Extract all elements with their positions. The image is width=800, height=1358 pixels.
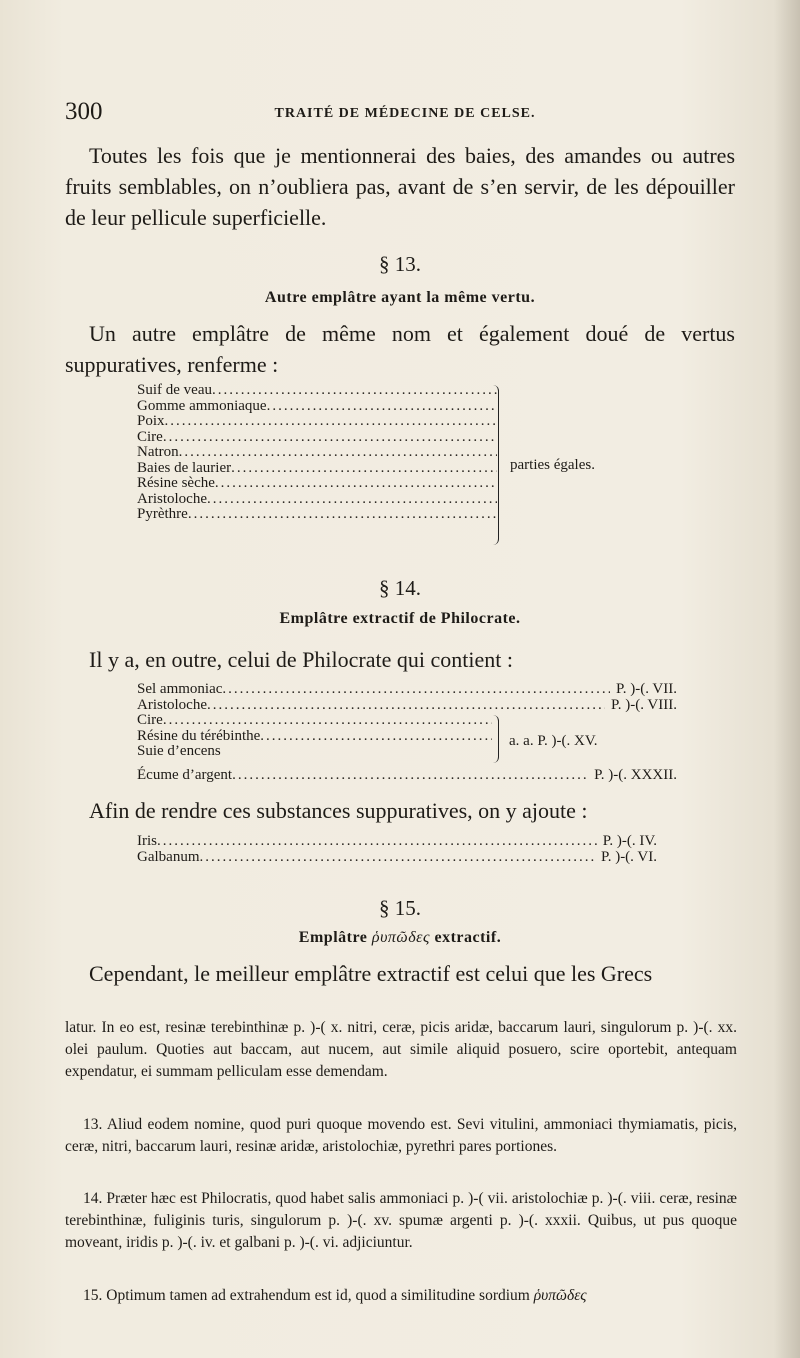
footnote-15 [65,1285,737,1307]
ingredient-name: Baies de laurier [137,459,232,476]
section-13-text: Un autre emplâtre de même nom et également doué de vertus suppuratives, renferme : [65,321,735,377]
section-14-number: § 14. [379,576,421,600]
ingredient-row [137,383,497,399]
ingredient-row [137,834,657,850]
section-14-addition-text: Afin de rendre ces substances suppuratives, on y ajoute : [89,798,588,823]
ingredient-name: Poix [137,413,165,429]
ingredient-amount: P. )-(. VI. [601,848,657,865]
ingredient-row [137,729,492,745]
ingredient-name: Suie d’encens [137,743,221,759]
ingredient-name: Résine sèche [137,475,215,491]
intro-paragraph: Toutes les fois que je mentionnerai des baies, des amandes ou autres fruits semblables, on n’oubliera pas, avant de s’en servir, de les dépouiller de leur pellicule superficielle. [65,143,735,230]
ingredient-row [137,713,492,729]
section-15-text: Cependant, le meilleur emplâtre extractif est celui que les Grecs [89,961,653,986]
section-14-last-ingredient [137,768,677,784]
ingredient-row [137,461,497,477]
ingredient-name: Aristoloche [137,490,207,507]
ingredient-row [137,768,677,784]
section-14-title: Emplâtre extractif de Philocrate. [279,610,521,627]
ingredient-row [137,492,497,508]
ingredient-row [137,430,497,446]
ingredient-name: Natron [137,444,179,460]
page-number: 300 [65,98,103,125]
ingredient-row [137,414,497,430]
section-15-title-prefix: Emplâtre [298,929,368,946]
ingredient-row [137,850,657,866]
ingredient-name: Gomme ammoniaque [137,397,267,414]
ingredient-row [137,682,677,698]
footnote-15-greek: ῥυπῶδες [533,1287,587,1304]
page-spine-shadow [774,0,800,1358]
ingredient-name: Résine du térébinthe [137,727,261,744]
ingredient-row [137,744,492,760]
section-14-braced-list [137,713,492,760]
section-15-title-suffix: extractif. [434,929,502,946]
section-13-brace-label: parties égales. [510,457,595,473]
ingredient-name: Pyrèthre [137,506,188,522]
ingredient-name: Suif de veau [137,382,212,398]
ingredient-name: Sel ammoniac [137,681,223,697]
section-14-ingredient-list [137,682,677,713]
ingredient-amount: P. )-(. XXXII. [594,767,677,783]
section-13-ingredient-list [137,383,497,523]
ingredient-amount: P. )-(. VIII. [611,696,677,713]
ingredient-row [137,445,497,461]
ingredient-amount: P. )-(. VII. [616,681,677,697]
running-title: TRAITÉ DE MÉDECINE DE CELSE. [274,106,536,121]
ingredient-name: Cire [137,428,163,445]
ingredient-row [137,399,497,415]
section-14-text: Il y a, en outre, celui de Philocrate qui contient : [89,647,513,672]
ingredient-row [137,698,677,714]
footnote-14: 14. Præter hæc est Philocratis, quod habet salis ammoniaci p. )-( vii. aristolochiæ p. )-(. viii. ceræ, resinæ terebinthinæ, fuliginis turis, singulorum p. )-(. xv. spumæ argenti p. )-(. xxxii. Quibus, ut pus quoque moveant, iridis p. )-(. iv. et galbani p. )-(. vi. adjiciuntur. [65,1190,737,1251]
ingredient-name: Iris [137,833,157,849]
section-15-title-greek: ῥυπῶδες [371,929,430,946]
section-14-brace-label: a. a. P. )-(. XV. [509,733,598,749]
ingredient-row [137,507,497,523]
page-header [65,98,745,128]
section-13-title: Autre emplâtre ayant la même vertu. [264,289,536,306]
section-13-brace [490,385,499,545]
footnote-15-text: 15. Optimum tamen ad extrahendum est id, quod a similitudine sordium [83,1287,530,1304]
section-15-number: § 15. [379,896,421,920]
footnote-continuation: latur. In eo est, resinæ terebinthinæ p. )-( x. nitri, ceræ, picis aridæ, baccarum lauri, singulorum p. )-(. xx. olei paulum. Quoties aut baccam, aut nucem, aut simile aliquid posuero, scire oportebit, antequam expendatur, ei summam pelliculam esse demendam. [65,1019,737,1080]
ingredient-name: Aristoloche [137,696,207,713]
section-13-number: § 13. [379,252,421,276]
section-14-brace [490,715,499,763]
ingredient-name: Galbanum [137,848,200,865]
section-14-additions-list [137,834,657,865]
ingredient-row [137,476,497,492]
ingredient-name: Écume d’argent [137,767,233,783]
section-15-title [0,929,800,947]
ingredient-amount: P. )-(. IV. [602,833,657,849]
ingredient-name: Cire [137,712,163,728]
footnote-13: 13. Aliud eodem nomine, quod puri quoque movendo est. Sevi vitulini, ammoniaci thymiamatis, picis, ceræ, nitri, baccarum lauri, resinæ aridæ, aristolochiæ, pyrethri pares portiones. [65,1116,737,1155]
